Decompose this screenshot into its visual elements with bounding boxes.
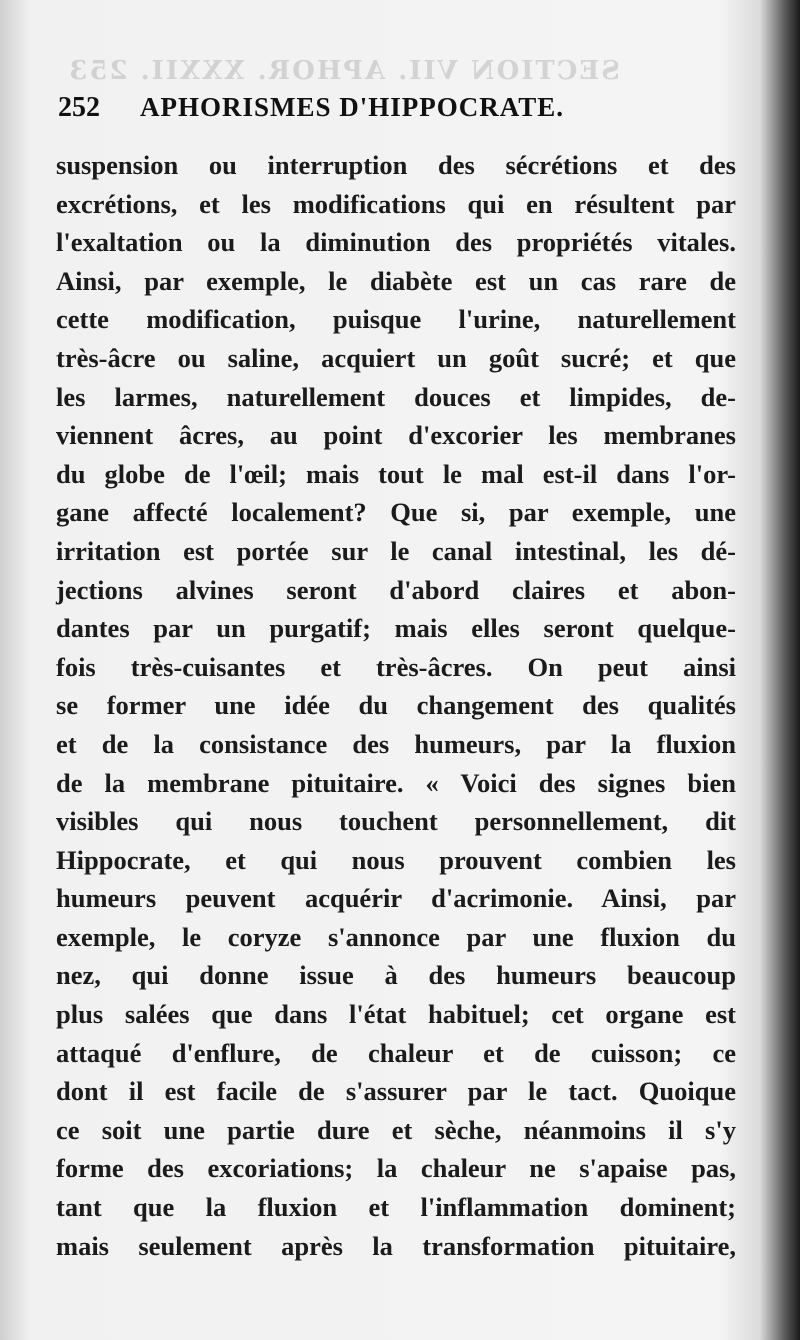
text-line: humeurs peuvent acquérir d'acrimonie. Ainsi, par	[56, 883, 736, 914]
text-line: jections alvines seront d'abord claires et abon-	[56, 574, 736, 605]
text-line: nez, qui donne issue à des humeurs beaucoup	[56, 960, 736, 991]
text-line: très-âcre ou saline, acquiert un goût sucré; et que	[56, 342, 736, 373]
text-line: les larmes, naturellement douces et limpides, de-	[56, 381, 736, 412]
text-line: plus salées que dans l'état habituel; cet organe est	[56, 999, 736, 1030]
text-line: mais seulement après la transformation pituitaire,	[56, 1230, 736, 1261]
text-line: gane affecté localement? Que si, par exemple, une	[56, 497, 736, 528]
text-line: attaqué d'enflure, de chaleur et de cuisson; ce	[56, 1037, 736, 1068]
text-line: cette modification, puisque l'urine, naturellement	[56, 304, 736, 335]
running-title: APHORISMES D'HIPPOCRATE.	[140, 92, 565, 122]
text-line: irritation est portée sur le canal intestinal, les dé-	[56, 535, 736, 566]
text-line: fois très-cuisantes et très-âcres. On peut ainsi	[56, 651, 736, 682]
text-line: et de la consistance des humeurs, par la fluxion	[56, 728, 736, 759]
bleed-through-text: SECTION VII. APHOR. XXXII. 253	[67, 56, 620, 86]
text-line: dont il est facile de s'assurer par le tact. Quoique	[56, 1076, 736, 1107]
page-header	[58, 92, 728, 128]
body-text	[56, 146, 736, 1265]
text-line: exemple, le coryze s'annonce par une fluxion du	[56, 921, 736, 952]
text-line: viennent âcres, au point d'excorier les membranes	[56, 420, 736, 451]
text-line: dantes par un purgatif; mais elles seront quelque-	[56, 613, 736, 644]
text-line: du globe de l'œil; mais tout le mal est-il dans l'or-	[56, 458, 736, 489]
page-number: 252	[58, 92, 100, 123]
text-line: visibles qui nous touchent personnellement, dit	[56, 806, 736, 837]
text-line: se former une idée du changement des qualités	[56, 690, 736, 721]
text-line: forme des excoriations; la chaleur ne s'apaise pas,	[56, 1153, 736, 1184]
text-line: suspension ou interruption des sécrétions et des	[56, 150, 736, 180]
text-line: excrétions, et les modifications qui en résultent par	[56, 188, 736, 219]
text-line: de la membrane pituitaire. « Voici des signes bien	[56, 767, 736, 798]
text-line: Ainsi, par exemple, le diabète est un cas rare de	[56, 265, 736, 296]
text-line: Hippocrate, et qui nous prouvent combien les	[56, 844, 736, 875]
text-line: ce soit une partie dure et sèche, néanmoins il s'y	[56, 1114, 736, 1145]
text-line: l'exaltation ou la diminution des propriétés vitales.	[56, 227, 736, 258]
text-line: tant que la fluxion et l'inflammation dominent;	[56, 1192, 736, 1223]
